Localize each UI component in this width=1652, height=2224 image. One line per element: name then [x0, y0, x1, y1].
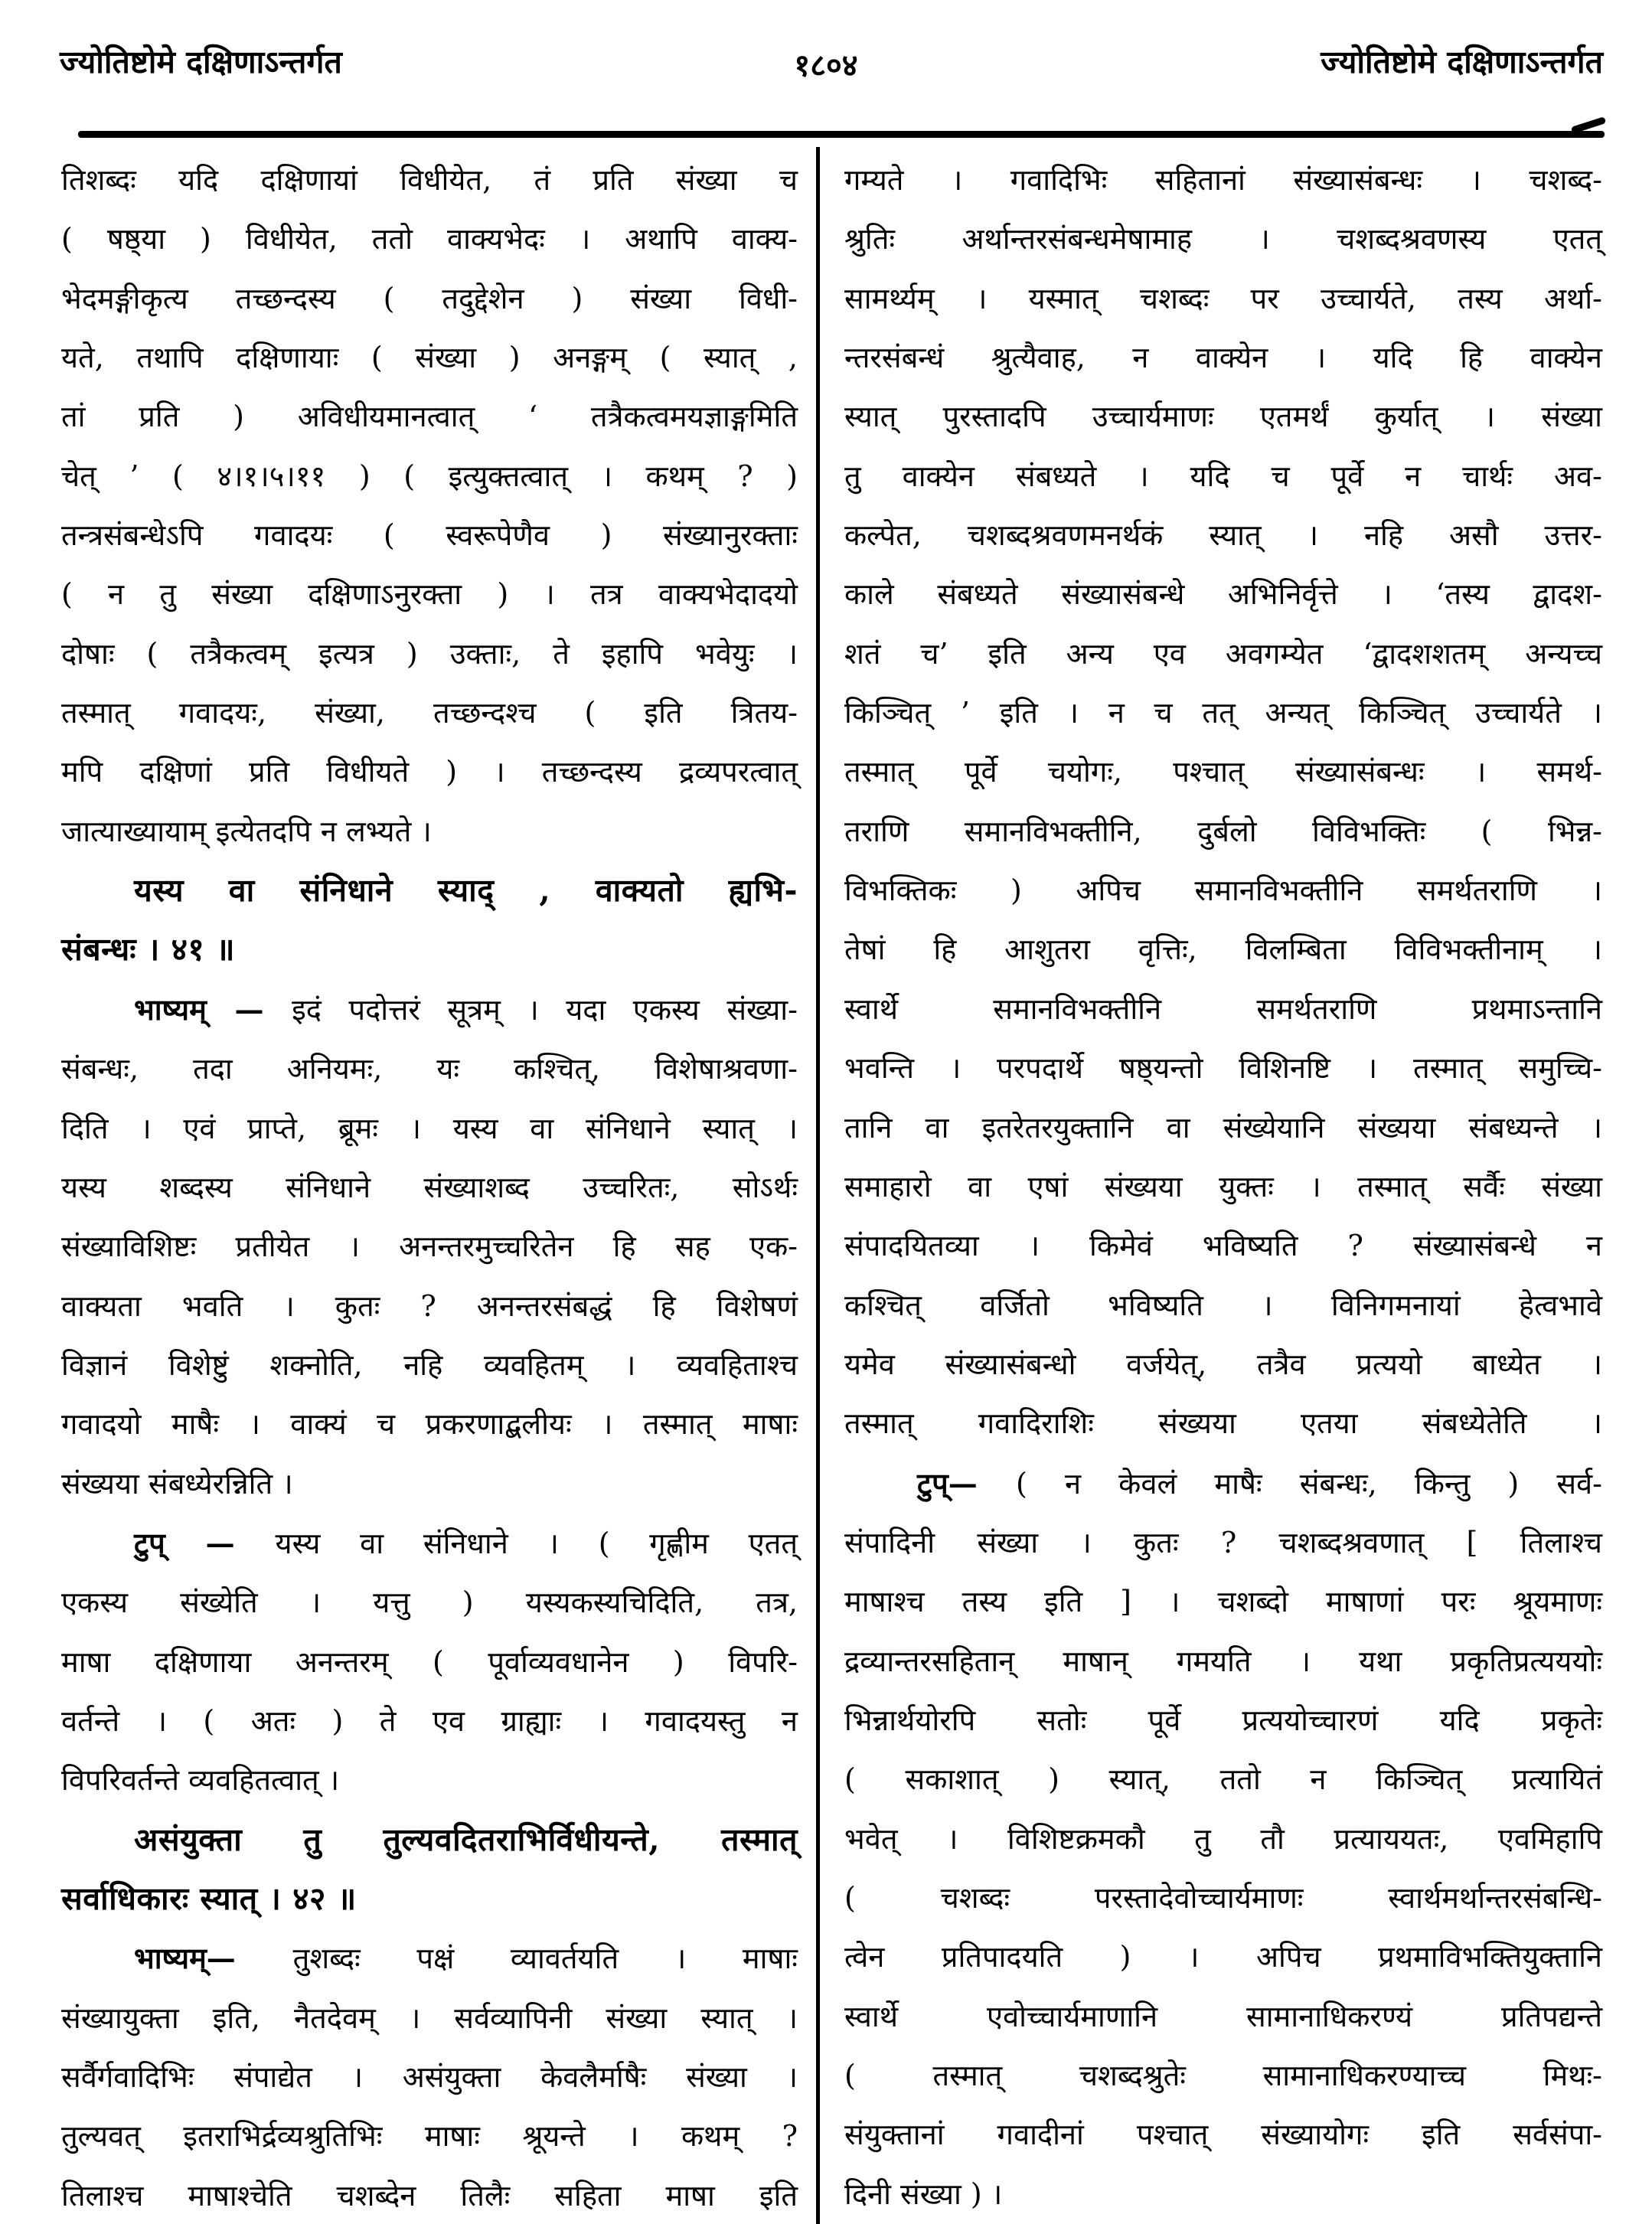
text-line: स्वार्थे समानविभक्तीनि समर्थतराणि प्रथमाऽन्तानि	[844, 991, 1602, 1026]
text-line: द्रव्यान्तरसहितान् माषान् गमयति । यथा प्रकृतिप्रत्यययोः	[844, 1644, 1602, 1678]
paragraph-lead: भाष्यम्—	[134, 1941, 293, 1976]
paragraph-lead: टुप् —	[134, 1525, 276, 1560]
text-line: टुप् — यस्य वा संनिधाने । ( गृह्णीम एतत्	[134, 1525, 798, 1560]
text-line: विज्ञानं विशेष्टुं शक्नोति, नहि व्यवहितम् । व्यवहिताश्च	[61, 1347, 798, 1382]
text-line: स्यात् पुरस्तादपि उच्चार्यमाणः एतमर्थं कुर्यात् । संख्या	[844, 400, 1602, 434]
text-line: तस्मात् पूर्वे चयोगः, पश्चात् संख्यासंबन्धः । समर्थ-	[844, 755, 1602, 789]
text-line: संख्याविशिष्टः प्रतीयेत । अनन्तरमुच्चरितेन हि सह एक-	[61, 1230, 798, 1264]
text-line: जात्याख्यायाम् इत्येतदपि न लभ्यते ।	[61, 814, 432, 848]
right-text-column	[844, 151, 1602, 2224]
text-line: संपादयितव्या । किमेवं भविष्यति ? संख्यासंबन्धे न	[844, 1229, 1602, 1263]
text-line: भवेत् । विशिष्टक्रमकौ तु तौ प्रत्याययतः, एवमिहापि	[844, 1821, 1602, 1856]
text-line: गवादयो माषैः । वाक्यं च प्रकरणाद्बलीयः । तस्मात् माषाः	[61, 1407, 798, 1442]
text-line: भाष्यम् — इदं पदोत्तरं सूत्रम् । यदा एकस्य संख्या-	[134, 991, 798, 1027]
text-line: किञ्चित् ’ इति । न च तत् अन्यत् किञ्चित् उच्चार्यते ।	[844, 696, 1602, 730]
text-line: शतं च’ इति अन्य एव अवगम्येत ‘द्वादशशतम् अन्यच्च	[844, 636, 1602, 671]
text-line: गम्यते । गवादिभिः सहितानां संख्यासंबन्धः । चशब्द-	[844, 163, 1602, 197]
text-line: टुप्— ( न केवलं माषैः संबन्धः, किन्तु ) सर्व-	[917, 1465, 1602, 1501]
text-line: कल्पेत, चशब्दश्रवणमनर्थकं स्यात् । नहि असौ उत्तर-	[844, 518, 1602, 553]
text-line: असंयुक्ता तु तुल्यवदितराभिर्विधीयन्ते, तस्मात्	[134, 1821, 798, 1858]
text-line: श्रुतिः अर्थान्तरसंबन्धमेषामाह । चशब्दश्रवणस्य एतत्	[844, 222, 1602, 256]
text-line: ( तस्मात् चशब्दश्रुतेः सामानाधिकरण्याच्च मिथः-	[844, 2059, 1602, 2092]
text-line: भिन्नार्थयोरपि सतोः पूर्वे प्रत्ययोच्चारणं यदि प्रकृतेः	[844, 1703, 1602, 1737]
text-line: दिति । एवं प्राप्ते, ब्रूमः । यस्य वा संनिधाने स्यात् ।	[61, 1111, 798, 1145]
text-line: भाष्यम्— तुशब्दः पक्षं व्यावर्तयति । माषाः	[134, 1941, 798, 1976]
text-line: ( न तु संख्या दक्षिणाऽनुरक्ता ) । तत्र वाक्यभेदादयो	[61, 577, 798, 612]
text-line: तां प्रति ) अविधीयमानत्वात् ‘ तत्रैकत्वमयज्ञाङ्गमिति	[61, 400, 798, 434]
left-text-column	[61, 151, 798, 2224]
text-line: संख्यायुक्ता इति, नैतदेवम् । सर्वव्यापिनी संख्या स्यात् ।	[61, 2000, 798, 2035]
text-line: यस्य शब्दस्य संनिधाने संख्याशब्द उच्चरितः, सोऽर्थः	[61, 1170, 798, 1204]
text-line: विभक्तिकः ) अपिच समानविभक्तीनि समर्थतराणि ।	[844, 874, 1602, 908]
text-line: एकस्य संख्येति । यत्तु ) यस्यकस्यचिदिति, तत्र,	[61, 1586, 798, 1620]
paragraph-lead: भाष्यम् —	[134, 991, 292, 1027]
text-line: तस्मात् गवादिराशिः संख्यया एतया संबध्येतेति ।	[844, 1406, 1602, 1441]
text-line: तिलाश्च माषाश्चेति चशब्देन तिलैः सहिता माषा इति	[61, 2178, 798, 2213]
page-header	[0, 40, 1652, 101]
text-line: कश्चित् वर्जितो भविष्यति । विनिगमनायां हेत्वभावे	[844, 1288, 1602, 1322]
text-line: संयुक्तानां गवादीनां पश्चात् संख्यायोगः इति सर्वसंपा-	[844, 2118, 1602, 2152]
text-line: माषा दक्षिणाया अनन्तरम् ( पूर्वाव्यवधानेन ) विपरि-	[61, 1644, 798, 1679]
text-line: त्वेन प्रतिपादयति ) । अपिच प्रथमाविभक्तियुक्तानि	[844, 1940, 1602, 1974]
text-line: तेषां हि आशुतरा वृत्तिः, विलम्बिता विविभक्तीनाम् ।	[844, 932, 1602, 967]
column-divider	[816, 147, 820, 2224]
text-line: काले संबध्यते संख्यासंबन्धे अभिनिर्वृत्ते । ‘तस्य द्वादश-	[844, 577, 1602, 612]
text-line: समाहारो वा एषां संख्यया युक्तः । तस्मात् सर्वैः संख्या	[844, 1169, 1602, 1203]
header-rule	[78, 131, 1605, 138]
text-line: तुल्यवत् इतराभिर्द्रव्यश्रुतिभिः माषाः श्रूयन्ते । कथम् ?	[61, 2119, 798, 2154]
header-right-title: ज्योतिष्टोमे दक्षिणाऽन्तर्गत	[1321, 44, 1603, 80]
text-line: यस्य वा संनिधाने स्याद् , वाक्यतो ह्यभि-	[134, 872, 798, 910]
text-line: स्वार्थे एवोच्चार्यमाणानि सामानाधिकरण्यं प्रतिपद्यन्ते	[844, 1999, 1602, 2033]
text-line: संबन्धः, तदा अनियमः, यः कश्चित्, विशेषाश्रवणा-	[61, 1052, 798, 1086]
text-line: मपि दक्षिणां प्रति विधीयते ) । तच्छन्दस्य द्रव्यपरत्वात्	[61, 755, 798, 789]
text-line: ( सकाशात् ) स्यात्, ततो न किञ्चित् प्रत्यायितं	[844, 1762, 1602, 1797]
text-line: संपादिनी संख्या । कुतः ? चशब्दश्रवणात् [ तिलाश्च	[844, 1525, 1602, 1559]
text-line: भेदमङ्गीकृत्य तच्छन्दस्य ( तदुद्देशेन ) संख्या विधी-	[61, 281, 798, 315]
text-line: यमेव संख्यासंबन्धो वर्जयेत्, तत्रैव प्रत्ययो बाध्येत ।	[844, 1347, 1602, 1381]
paragraph-lead: टुप्—	[917, 1465, 1017, 1501]
text-line: संबन्धः । ४१ ॥	[61, 931, 236, 968]
text-line: ( षष्ठ्या ) विधीयेत, ततो वाक्यभेदः । अथापि वाक्य-	[61, 222, 798, 256]
header-left-title: ज्योतिष्टोमे दक्षिणाऽन्तर्गत	[60, 44, 342, 80]
text-line: दिनी संख्या ) ।	[844, 2177, 1003, 2211]
text-line: सामर्थ्यम् । यस्मात् चशब्दः पर उच्चार्यते, तस्य अर्था-	[844, 281, 1602, 315]
page-number: १८०४	[794, 47, 858, 83]
text-line: तु वाक्येन संबध्यते । यदि च पूर्वे न चार्थः अव-	[844, 459, 1602, 493]
text-line: भवन्ति । परपदार्थे षष्ठ्यन्तो विशिनष्टि । तस्मात् समुच्चि-	[844, 1051, 1602, 1086]
text-line: तिशब्दः यदि दक्षिणायां विधीयेत, तं प्रति संख्या च	[61, 163, 798, 197]
text-line: सर्वैर्गवादिभिः संपाद्येत । असंयुक्ता केवलैर्माषैः संख्या ।	[61, 2060, 798, 2094]
text-line: यते, तथापि दक्षिणायाः ( संख्या ) अनङ्गम् ( स्यात् ,	[61, 341, 798, 375]
text-line: चेत् ’ ( ४।१।५।११ ) ( इत्युक्तत्वात् । कथम् ? )	[61, 459, 798, 493]
text-line: तस्मात् गवादयः, संख्या, तच्छन्दश्च ( इति त्रितय-	[61, 696, 798, 730]
text-line: तन्त्रसंबन्धेऽपि गवादयः ( स्वरूपेणैव ) संख्यानुरक्ताः	[61, 518, 798, 553]
text-line: तानि वा इतरेतरयुक्तानि वा संख्येयानि संख्यया संबध्यन्ते ।	[844, 1110, 1602, 1145]
text-line: सर्वाधिकारः स्यात् । ४२ ॥	[61, 1879, 357, 1917]
text-line: संख्यया संबध्येरन्निति ।	[61, 1466, 293, 1501]
text-line: वाक्यता भवति । कुतः ? अनन्तरसंबद्धं हि विशेषणं	[61, 1288, 798, 1323]
text-line: तराणि समानविभक्तीनि, दुर्बलो विविभक्तिः ( भिन्न-	[844, 814, 1602, 848]
text-line: दोषाः ( तत्रैकत्वम् इत्यत्र ) उक्ताः, ते इहापि भवेयुः ।	[61, 636, 798, 671]
text-line: ( चशब्दः परस्तादेवोच्चार्यमाणः स्वार्थमर्थान्तरसंबन्धि-	[844, 1880, 1602, 1915]
text-line: विपरिवर्तन्ते व्यवहितत्वात् ।	[61, 1763, 340, 1798]
text-line: माषाश्च तस्य इति ] । चशब्दो माषाणां परः श्रूयमाणः	[844, 1585, 1602, 1619]
text-line: वर्तन्ते । ( अतः ) ते एव ग्राह्याः । गवादयस्तु न	[61, 1703, 798, 1738]
text-line: न्तरसंबन्धं श्रुत्यैवाह, न वाक्येन । यदि हि वाक्येन	[844, 341, 1602, 375]
